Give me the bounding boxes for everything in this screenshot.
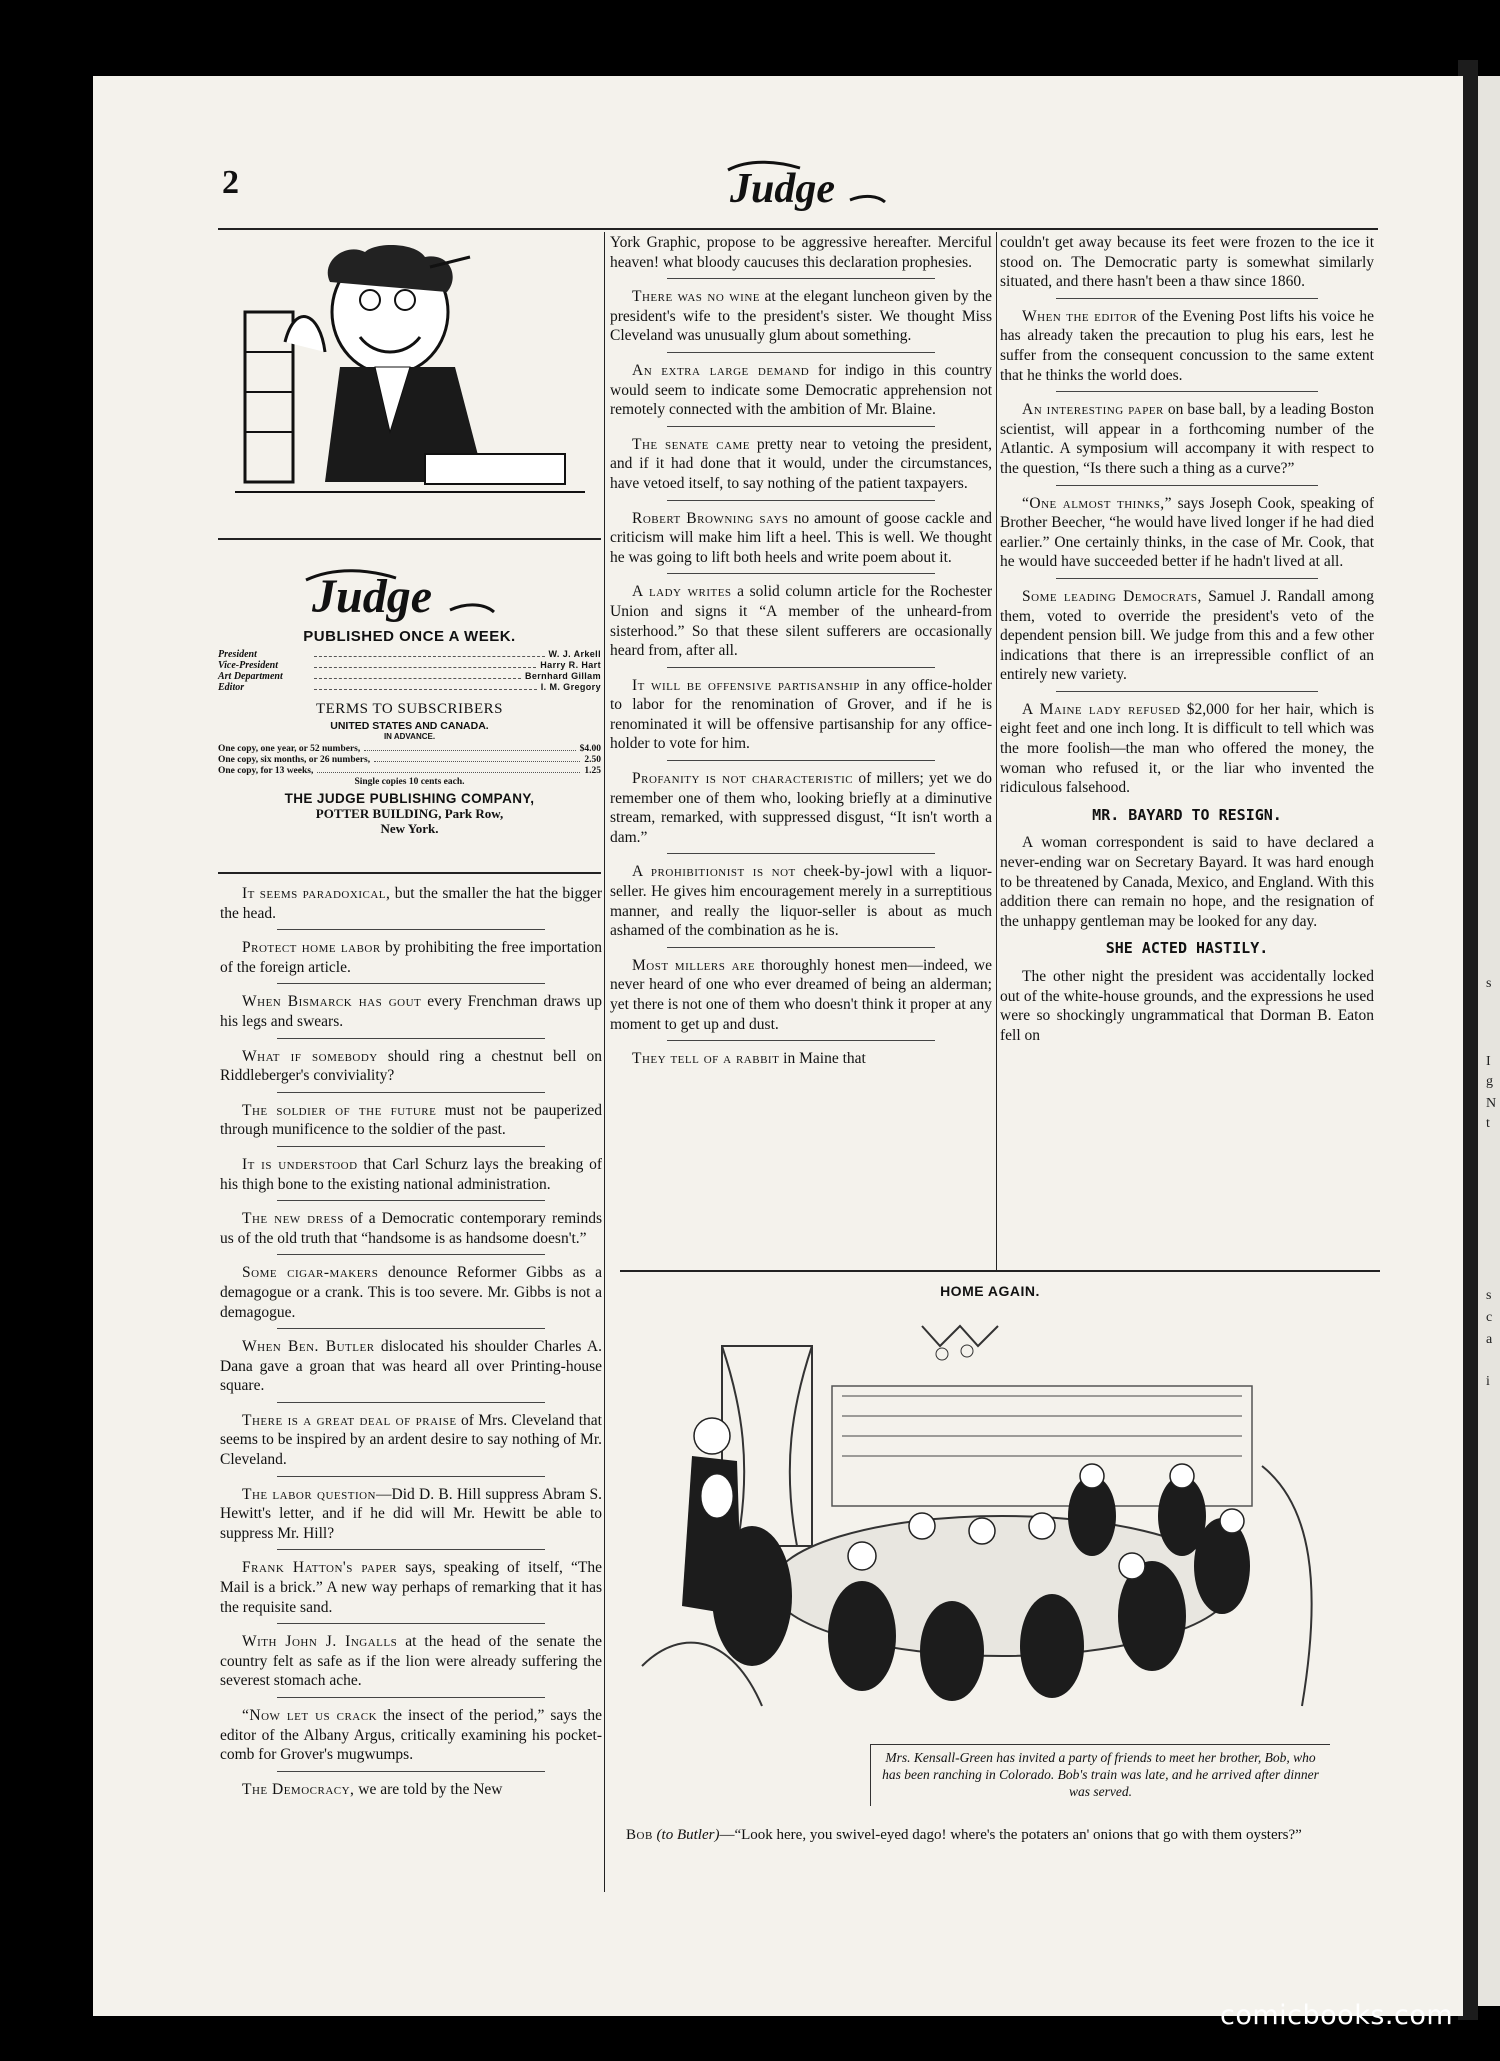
- paragraph-lead: Profanity is not characteristic: [632, 770, 854, 788]
- terms-title: TERMS TO SUBSCRIBERS: [315, 701, 503, 717]
- paragraph-separator: [277, 1328, 544, 1329]
- paragraph-separator: [1056, 391, 1318, 392]
- officer-name: Harry R. Hart: [540, 660, 601, 670]
- paragraph: [220, 1047, 602, 1086]
- next-page-fragment: i: [1486, 1374, 1490, 1389]
- paragraph: [220, 1706, 602, 1765]
- paragraph-separator: [1056, 691, 1318, 692]
- paragraph: [220, 1485, 602, 1544]
- paragraph: [610, 509, 992, 568]
- officer-name: I. M. Gregory: [540, 682, 601, 692]
- paragraph-lead: They tell of a rabbit: [632, 1050, 780, 1068]
- price-value: 2.50: [584, 755, 601, 765]
- price-label: One copy, for 13 weeks,: [218, 766, 314, 776]
- paragraph-lead: Protect home labor: [242, 939, 381, 957]
- paragraph-lead: The labor question: [242, 1485, 376, 1503]
- illustration-dialogue: [626, 1826, 1396, 1844]
- masthead-text: Judge: [730, 166, 835, 212]
- company-building: POTTER BUILDING, Park Row,: [315, 806, 504, 821]
- paragraph-text: for indigo in this country would seem to indicate some Democratic apprehension not remotely connected with the ambition of Mr. Blaine.: [610, 361, 992, 419]
- paragraph-lead: Frank Hatton's paper: [242, 1559, 398, 1577]
- paragraph: [1000, 400, 1374, 478]
- next-page-fragment: c: [1486, 1310, 1493, 1325]
- column-2: [610, 233, 992, 1267]
- paragraph-lead: What if somebody: [242, 1047, 378, 1065]
- paragraph-lead: The soldier of the future: [242, 1101, 437, 1119]
- paragraph-separator: [667, 667, 934, 668]
- paragraph-text: the insect of the period,” says the editor of the Albany Argus, critically examining his pocket-comb for Grover's mugwumps.: [220, 1707, 602, 1764]
- paragraph-lead: The senate came: [632, 435, 751, 453]
- paragraph-separator: [667, 426, 934, 427]
- paragraph-separator: [277, 1697, 544, 1698]
- paragraph-text: should ring a chestnut bell on Riddleberger's conviviality?: [220, 1047, 602, 1085]
- price-row: [218, 755, 601, 766]
- paragraph-continued: York Graphic, propose to be aggressive hereafter. Merciful heaven! what bloody caucuses this declaration prophesies.: [610, 234, 992, 271]
- paragraph-text: at the head of the senate the country felt as safe as if the lion were already suffering the severest stomach ache.: [220, 1633, 602, 1690]
- paragraph-separator: [277, 1038, 544, 1039]
- paragraph-separator: [277, 1402, 544, 1403]
- paragraph-text: but the smaller the hat the bigger the head.: [220, 885, 602, 922]
- next-page-fragment: s: [1486, 1288, 1492, 1303]
- watermark: comicbooks.com: [1220, 2000, 1454, 2031]
- paragraph-separator: [1056, 298, 1318, 299]
- paragraph: [220, 1411, 602, 1470]
- paragraph-separator: [667, 573, 934, 574]
- paragraph: [220, 992, 602, 1031]
- paragraph-text: in any office-holder to labor for the renomination of Grover, and if he is renominated it will be offensive partisanship for any office-holder to vote for him.: [610, 676, 992, 753]
- paragraph-separator: [277, 929, 544, 930]
- terms-region: UNITED STATES AND CANADA.: [330, 720, 489, 732]
- story-heading: SHE ACTED HASTILY.: [1105, 939, 1269, 958]
- paragraph-separator: [1056, 578, 1318, 579]
- paragraph-text: by prohibiting the free importation of the foreign article.: [220, 939, 602, 976]
- paragraph-text: of Mrs. Cleveland that seems to be inspired by an ardent desire to say nothing of Mr. Cleveland.: [220, 1411, 602, 1469]
- paragraph-separator: [277, 1623, 544, 1624]
- story-heading: MR. BAYARD TO RESIGN.: [1092, 805, 1282, 824]
- column-rule-1: [604, 232, 605, 1892]
- paragraph-text: $2,000 for her hair, which is eight feet and one inch long. It is difficult to tell which was the more foolish—the man who offered the money, the woman who refused it, or the liar who invented the ridiculous falsehood.: [1000, 700, 1374, 797]
- paragraph-separator: [277, 1200, 544, 1201]
- page-number: 2: [222, 164, 239, 201]
- paragraph-lead: “One almost thinks,”: [1022, 494, 1173, 512]
- price-row: [218, 744, 601, 755]
- paragraph-lead: An extra large demand: [632, 361, 810, 379]
- paragraph-lead: When Ben. Butler: [242, 1338, 375, 1356]
- next-page-fragment: g: [1486, 1074, 1493, 1089]
- paragraph: [1000, 587, 1374, 685]
- paragraph: [610, 862, 992, 940]
- dialogue-text: —“Look here, you swivel-eyed dago! where's the potaters an' onions that go with them oysters?”: [719, 1827, 1302, 1843]
- dialogue-speaker: Bob: [626, 1827, 653, 1843]
- paragraph-separator: [277, 1092, 544, 1093]
- paragraph-text: must not be pauperized through munificence to the soldier of the past.: [220, 1101, 602, 1139]
- story-paragraph: A woman correspondent is said to have declared a never-ending war on Secretary Bayard. It was hard enough to be threatened by Canada, Mexico, and England. With this addition there can remain no hope, and the resignation of the unhappy gentleman may be looked for any day.: [1000, 834, 1374, 930]
- paragraph: [610, 287, 992, 346]
- paragraph-lead: A prohibitionist is not: [632, 863, 796, 881]
- paragraph-separator: [277, 1146, 544, 1147]
- paragraph-lead: When Bismarck has gout: [242, 993, 422, 1011]
- paragraph-text: thoroughly honest men—indeed, we never heard of one who ever dreamed of being an alderman; yet there is not one of them who doesn't think it proper at any moment to get up and dust.: [610, 956, 992, 1033]
- paragraph-lead: A Maine lady refused: [1022, 700, 1181, 718]
- paragraph: [220, 1101, 602, 1140]
- paragraph-separator: [277, 1254, 544, 1255]
- officer-row: [218, 682, 601, 693]
- paragraph: [610, 676, 992, 754]
- paragraph-lead: A lady writes: [632, 583, 732, 601]
- officer-row: [218, 671, 601, 682]
- header-rule: [218, 228, 1378, 230]
- paragraph-separator: [667, 947, 934, 948]
- paragraph-lead: With John J. Ingalls: [242, 1633, 398, 1651]
- paragraph-text: we are told by the New: [354, 1780, 503, 1798]
- price-value: 1.25: [584, 766, 601, 776]
- paragraph: [220, 1558, 602, 1617]
- paragraph-separator: [667, 278, 934, 279]
- paragraph-lead: Some leading Democrats,: [1022, 587, 1202, 605]
- paragraph: [1000, 307, 1374, 385]
- paragraph: [220, 1780, 602, 1800]
- paragraph-text: that Carl Schurz lays the breaking of his thigh bone to the existing national administration.: [220, 1155, 602, 1193]
- paragraph-lead: “Now let us crack: [242, 1707, 378, 1724]
- officer-row: [218, 660, 601, 671]
- officer-role: Art Department: [218, 671, 283, 682]
- cartoon-rule: [218, 538, 601, 540]
- paragraph-lead: When the editor: [1022, 307, 1138, 325]
- paragraph-separator: [1056, 485, 1318, 486]
- paragraph: [220, 1337, 602, 1396]
- dialogue-stage-direction: (to Butler): [656, 1827, 720, 1843]
- paragraph-lead: It will be offensive partisanship: [632, 676, 860, 694]
- paragraph-lead: Some cigar-makers: [242, 1264, 379, 1282]
- single-copies: Single copies 10 cents each.: [354, 777, 465, 787]
- price-label: One copy, six months, or 26 numbers,: [218, 755, 371, 765]
- terms-advance: IN ADVANCE.: [383, 732, 436, 741]
- paragraph-text: says Joseph Cook, speaking of Brother Beecher, “he would have lived longer if he had died earlier.” One certainly thinks, in the case of Mr. Cook, that he would have succeeded better if he hadn't lived at all.: [1000, 494, 1374, 571]
- paragraph-text: of a Democratic contemporary reminds us of the old truth that “handsome is as handsome doesn't.”: [220, 1210, 602, 1247]
- paragraph: [610, 956, 992, 1034]
- price-label: One copy, one year, or 52 numbers,: [218, 744, 361, 754]
- next-page-fragment: s: [1486, 976, 1492, 991]
- illustration-caption: Mrs. Kensall-Green has invited a party of friends to meet her brother, Bob, who has been ranching in Colorado. Bob's train was late, and he arrived after dinner was served.: [870, 1744, 1330, 1806]
- story-paragraph: The other night the president was accidentally locked out of the white-house grounds, and the expressions he used were so shockingly ungrammatical that Dorman B. Eaton fell on: [1000, 968, 1374, 1044]
- home-again-illustration: [622, 1286, 1362, 1770]
- judge-caricature-illustration: [225, 242, 595, 504]
- price-value: $4.00: [579, 744, 601, 754]
- paragraph-text: Samuel J. Randall among them, voted to override the president's veto of the dependent pension bill. We judge from this and a few other indications that there is an irrepressible conflict of an entirely new variety.: [1000, 587, 1374, 684]
- paragraph-separator: [667, 760, 934, 761]
- paragraph-lead: An interesting paper: [1022, 401, 1164, 419]
- paragraph-separator: [667, 500, 934, 501]
- price-row: [218, 766, 601, 777]
- next-page-fragment: a: [1486, 1332, 1493, 1347]
- paragraph: [220, 1209, 602, 1248]
- paragraph-text: of the Evening Post lifts his voice he has already taken the precaution to plug his ears, lest he suffer from the consequent concussion to the same extent that he thinks the world does.: [1000, 307, 1374, 384]
- paragraph-text: —Did D. B. Hill suppress Abram S. Hewitt's letter, and if he did will Mr. Hewitt be able to suppress Mr. Hill?: [220, 1485, 602, 1542]
- paragraph-text: no amount of goose cackle and criticism will make him lift a heel. This is well. We thought he was going to lift both heels and write poem about it.: [610, 509, 992, 566]
- paragraph-text: in Maine that: [779, 1050, 866, 1068]
- paragraph-separator: [667, 352, 934, 353]
- officer-role: Vice-President: [218, 660, 278, 671]
- column-3: [1000, 233, 1374, 1267]
- paragraph-text: of millers; yet we do remember one of them who, looking briefly at a diminutive stream, remarked, with suppressed disgust, “It isn't worth a dam.”: [610, 770, 992, 846]
- paragraph: [220, 884, 602, 923]
- publication-box: [218, 628, 601, 836]
- officer-role: President: [218, 649, 257, 660]
- paragraph-text: says, speaking of itself, “The Mail is a brick.” A new way perhaps of remarking that it has the requisite sand.: [220, 1559, 602, 1616]
- paragraph: [610, 435, 992, 494]
- paragraph: [220, 1155, 602, 1194]
- next-page-fragment: I: [1486, 1054, 1491, 1069]
- paragraph: [610, 769, 992, 847]
- paragraph-lead: The new dress: [242, 1210, 344, 1228]
- paragraph: [610, 582, 992, 660]
- paragraph-lead: It is understood: [242, 1155, 358, 1173]
- paragraph: [1000, 494, 1374, 572]
- judge-logo-text: Judge: [312, 570, 432, 623]
- column-1: [220, 884, 602, 1884]
- box-rule: [218, 872, 601, 874]
- paragraph-separator: [277, 1771, 544, 1772]
- paragraph: [610, 361, 992, 420]
- paragraph-text: every Frenchman draws up his legs and swears.: [220, 993, 602, 1030]
- paragraph-separator: [277, 983, 544, 984]
- price-list: [218, 744, 601, 777]
- paragraph-lead: The Democracy,: [242, 1780, 355, 1798]
- column-rule-2: [996, 232, 997, 1272]
- paragraph-lead: There was no wine: [632, 288, 760, 306]
- paragraph-separator: [667, 1040, 934, 1041]
- paragraph-text: cheek-by-jowl with a liquor-seller. He gives him encouragement merely in a surreptitious manner, and really the liquor-seller is about as much ashamed of the combination as he is.: [610, 863, 992, 940]
- next-page-fragment: N: [1486, 1096, 1497, 1111]
- company-city: New York.: [380, 821, 439, 836]
- officer-name: W. J. Arkell: [548, 649, 601, 659]
- officer-role: Editor: [218, 682, 245, 693]
- paragraph-separator: [667, 853, 934, 854]
- officer-row: [218, 649, 601, 660]
- paragraph: [220, 1263, 602, 1322]
- paragraph-separator: [277, 1476, 544, 1477]
- paragraph-text: denounce Reformer Gibbs as a demagogue or a crank. This is too severe. Mr. Gibbs is not a demagogue.: [220, 1264, 602, 1321]
- masthead-logo: [720, 150, 890, 220]
- paragraph-lead: It seems paradoxical,: [242, 885, 391, 902]
- paragraph-text: at the elegant luncheon given by the president's wife to the president's sister. We thought Miss Cleveland was unusually glum about something.: [610, 288, 992, 345]
- paragraph-text: pretty near to vetoing the president, and if it had done that it would, under the circumstances, have vetoed itself, to say nothing of the patient taxpayers.: [610, 435, 992, 492]
- paragraph-separator: [277, 1549, 544, 1550]
- paragraph: [220, 1632, 602, 1691]
- judge-logo: [300, 558, 500, 628]
- publication-frequency: PUBLISHED ONCE A WEEK.: [303, 628, 516, 645]
- next-page-fragment: t: [1486, 1116, 1490, 1131]
- paragraph-continued: couldn't get away because its feet were frozen to the ice it stood on. The Democratic party is somewhat similarly situated, and there hasn't been a thaw since 1860.: [1000, 234, 1374, 291]
- company-name: THE JUDGE PUBLISHING COMPANY,: [284, 791, 535, 806]
- paragraph-lead: Most millers are: [632, 956, 756, 974]
- paragraph-lead: There is a great deal of praise: [242, 1411, 457, 1429]
- illustration-title: HOME AGAIN.: [940, 1283, 1040, 1299]
- paragraph-text: on base ball, by a leading Boston scientist, will appear in a forthcoming number of the Atlantic. A symposium will accompany it with respect to the question, “Is there such a thing as a curve?”: [1000, 401, 1374, 477]
- officer-name: Bernhard Gillam: [524, 671, 601, 681]
- paragraph: [220, 938, 602, 977]
- paragraph-text: dislocated his shoulder Charles A. Dana gave a groan that was heard all over Printing-house square.: [220, 1338, 602, 1395]
- paragraph-text: a solid column article for the Rochester Union and signs it “A member of the unheard-from sisterhood.” So that these silent sufferers are occasionally heard from, after all.: [610, 583, 992, 660]
- illustration-rule: [620, 1270, 1380, 1272]
- paragraph: [610, 1049, 992, 1069]
- officers-list: [218, 649, 601, 693]
- paragraph-lead: Robert Browning says: [632, 509, 789, 527]
- paragraph: [1000, 700, 1374, 798]
